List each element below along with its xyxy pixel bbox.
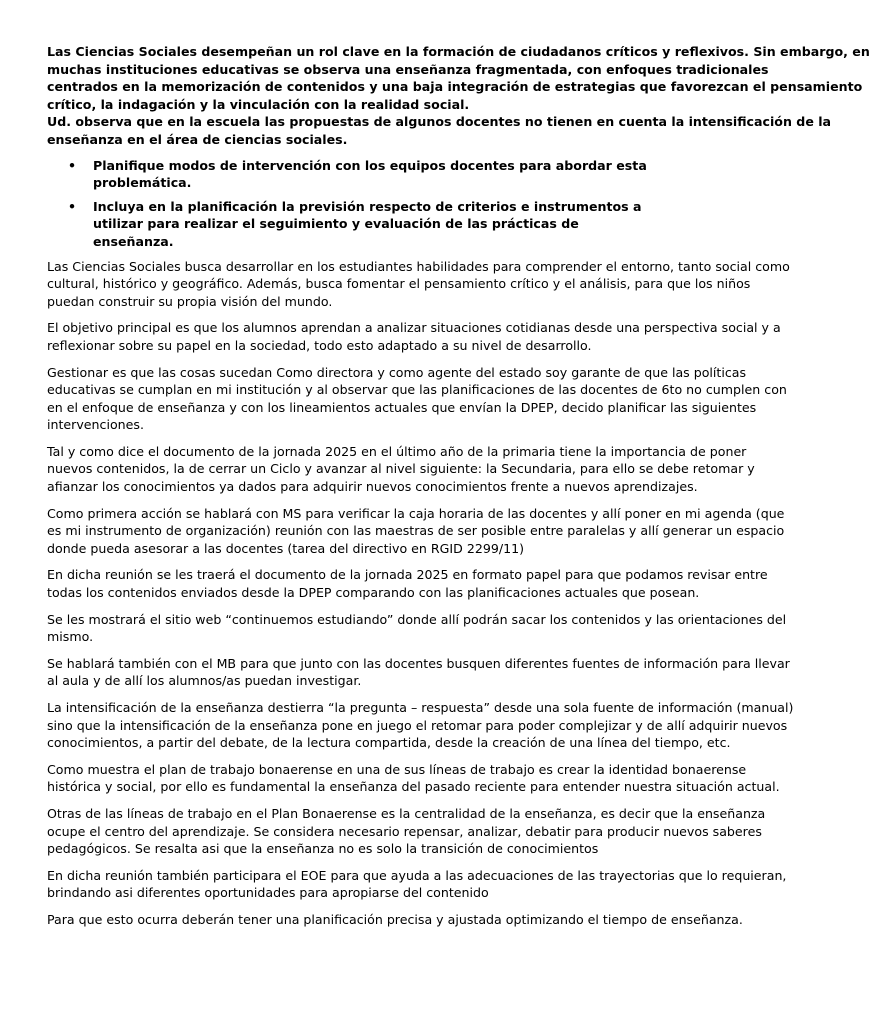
paragraph-line: puedan construir su propia visión del mundo.: [47, 293, 333, 309]
paragraph-line: donde pueda asesorar a las docentes (tarea del directivo en RGID 2299/11): [47, 540, 525, 556]
paragraph-line: en el enfoque de enseñanza y con los lineamientos actuales que envían la DPEP, decido planificar las siguientes: [47, 399, 757, 415]
paragraph-line: Como muestra el plan de trabajo bonaerense en una de sus líneas de trabajo es crear la identidad bonaerense: [47, 761, 747, 777]
paragraph-line: histórica y social, por ello es fundamental la enseñanza del pasado reciente para entender nuestra situación actual.: [47, 779, 780, 795]
paragraph-line: intervenciones.: [47, 417, 144, 433]
paragraph-line: educativas se cumplan en mi institución y al observar que las planificaciones de las docentes de 6to no cumplen con: [47, 382, 787, 398]
paragraph-line: al aula y de allí los alumnos/as puedan investigar.: [47, 673, 362, 689]
answer-paragraph: [47, 761, 780, 796]
bullet-line: Planifique modos de intervención con los equipos docentes para abordar esta: [93, 157, 647, 173]
paragraph-line: Otras de las líneas de trabajo en el Plan Bonaerense es la centralidad de la enseñanza, es decir que la enseñanza: [47, 805, 766, 821]
answer-paragraph: [47, 867, 787, 902]
paragraph-line: En dicha reunión se les traerá el documento de la jornada 2025 en formato papel para que podamos revisar entre: [47, 567, 768, 583]
answer-paragraph: [47, 611, 787, 646]
bullet-line: utilizar para realizar el seguimiento y evaluación de las prácticas de: [93, 216, 579, 232]
answer-paragraph: [47, 655, 790, 690]
prompt-line: centrados en la memorización de contenidos y una baja integración de estrategias que favorezcan el pensamiento: [47, 79, 863, 95]
prompt-line: crítico, la indagación y la vinculación con la realidad social.: [47, 96, 470, 112]
paragraph-line: sino que la intensificación de la enseñanza pone en juego el retomar para poder complejizar y de allí adquirir nuevos: [47, 717, 788, 733]
prompt-line: enseñanza en el área de ciencias sociales.: [47, 131, 348, 147]
paragraph-line: pedagógicos. Se resalta asi que la enseñanza no es solo la transición de conocimientos: [47, 841, 599, 857]
paragraph-line: Como primera acción se hablará con MS para verificar la caja horaria de las docentes y allí poner en mi agenda (que: [47, 505, 785, 521]
paragraph-line: conocimientos, a partir del debate, de la lectura compartida, desde la creación de una línea del tiempo, etc.: [47, 735, 731, 751]
paragraph-line: nuevos contenidos, la de cerrar un Ciclo y avanzar al nivel siguiente: la Secundaria, para ello se debe retomar y: [47, 461, 755, 477]
bullet-icon: •: [68, 198, 77, 214]
bullet-icon: •: [68, 157, 77, 173]
paragraph-line: Tal y como dice el documento de la jornada 2025 en el último año de la primaria tiene la importancia de poner: [47, 443, 747, 459]
paragraph-line: Se hablará también con el MB para que junto con las docentes busquen diferentes fuentes de información para llevar: [47, 655, 790, 671]
answer-paragraph: [47, 911, 743, 929]
answer-paragraph: [47, 566, 768, 601]
paragraph-line: brindando asi diferentes oportunidades para apropiarse del contenido: [47, 885, 489, 901]
answer-paragraph: [47, 805, 766, 858]
paragraph-line: todas los contenidos enviados desde la DPEP comparando con las planificaciones actuales que posean.: [47, 585, 700, 601]
task-bullet-list: [47, 157, 728, 251]
bullet-line: enseñanza.: [93, 233, 174, 249]
paragraph-line: mismo.: [47, 629, 94, 645]
answer-paragraph: [47, 364, 787, 434]
paragraph-line: La intensificación de la enseñanza destierra “la pregunta – respuesta” desde una sola fuente de información (manual): [47, 700, 794, 715]
paragraph-line: cultural, histórico y geográfico. Además, busca fomentar el pensamiento crítico y el análisis, para que los niños: [47, 276, 751, 292]
task-bullet-item: [47, 198, 728, 251]
prompt-line: Las Ciencias Sociales desempeñan un rol clave en la formación de ciudadanos críticos y reflexivos. Sin embargo, en: [47, 44, 870, 59]
answer-paragraph: [47, 505, 785, 558]
prompt-intro: [47, 43, 870, 149]
task-bullet-item: [47, 157, 728, 192]
paragraph-line: Las Ciencias Sociales busca desarrollar en los estudiantes habilidades para comprender el entorno, tanto social como: [47, 258, 790, 274]
bullet-line: Incluya en la planificación la previsión respecto de criterios e instrumentos a: [93, 198, 642, 214]
paragraph-line: Para que esto ocurra deberán tener una planificación precisa y ajustada optimizando el tiempo de enseñanza.: [47, 911, 743, 927]
answer-paragraph: [47, 443, 755, 496]
paragraph-line: afianzar los conocimientos ya dados para adquirir nuevos conocimientos frente a nuevos aprendizajes.: [47, 479, 698, 495]
paragraph-line: En dicha reunión también participara el EOE para que ayuda a las adecuaciones de las trayectorias que lo requieran,: [47, 867, 787, 883]
paragraph-line: reflexionar sobre su papel en la sociedad, todo esto adaptado a su nivel de desarrollo.: [47, 337, 592, 353]
answer-section: [47, 258, 794, 929]
paragraph-line: Se les mostrará el sitio web “continuemos estudiando” donde allí podrán sacar los contenidos y las orientaciones del: [47, 611, 787, 627]
paragraph-line: ocupe el centro del aprendizaje. Se considera necesario repensar, analizar, debatir para producir nuevos saberes: [47, 823, 762, 839]
bullet-line: problemática.: [93, 175, 192, 191]
paragraph-line: Gestionar es que las cosas sucedan Como directora y como agente del estado soy garante de que las políticas: [47, 364, 747, 380]
answer-paragraph: [47, 319, 781, 354]
paragraph-line: es mi instrumento de organización) reunión con las maestras de ser posible entre paralelas y allí generar un espacio: [47, 523, 785, 539]
paragraph-line: El objetivo principal es que los alumnos aprendan a analizar situaciones cotidianas desde una perspectiva social y a: [47, 320, 781, 336]
answer-paragraph: [47, 258, 790, 311]
answer-paragraph: [47, 699, 794, 752]
prompt-line: Ud. observa que en la escuela las propuestas de algunos docentes no tienen en cuenta la intensificación de la: [47, 114, 832, 130]
prompt-line: muchas instituciones educativas se observa una enseñanza fragmentada, con enfoques tradicionales: [47, 61, 769, 77]
prompt-section: [47, 43, 870, 251]
